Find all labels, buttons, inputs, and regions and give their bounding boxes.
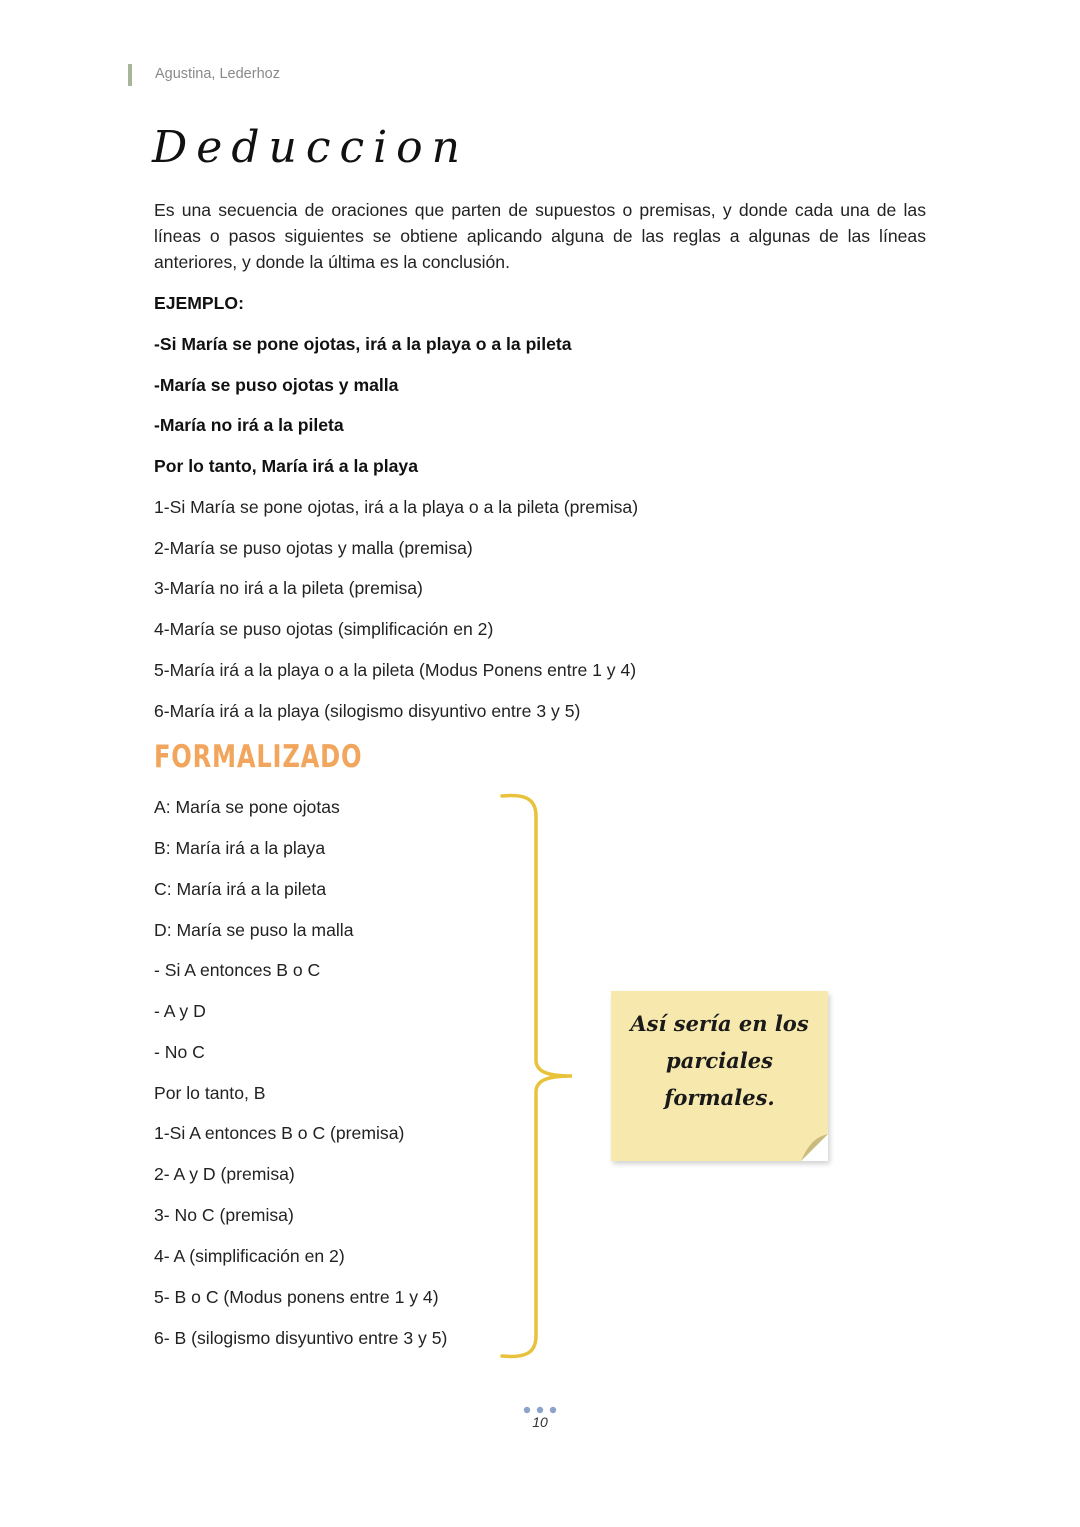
sticky-note bbox=[611, 991, 828, 1161]
example-premise-3: -María no irá a la pileta bbox=[154, 415, 344, 435]
formal-line-5: - Si A entonces B o C bbox=[154, 960, 321, 980]
example-step-5: 5-María irá a la playa o a la pileta (Modus Ponens entre 1 y 4) bbox=[154, 660, 637, 680]
formal-line-3: C: María irá a la pileta bbox=[154, 879, 327, 899]
formal-line-12: 4- A (simplificación en 2) bbox=[154, 1246, 345, 1266]
section-heading-formalizado: FORMALIZADO bbox=[154, 739, 363, 775]
example-step-4: 4-María se puso ojotas (simplificación en 2) bbox=[154, 619, 494, 639]
formal-line-7: - No C bbox=[154, 1042, 205, 1062]
formal-line-14: 6- B (silogismo disyuntivo entre 3 y 5) bbox=[154, 1328, 448, 1348]
formal-line-4: D: María se puso la malla bbox=[154, 920, 354, 940]
note-line-2: parciales bbox=[666, 1048, 773, 1073]
example-heading: EJEMPLO: bbox=[154, 293, 244, 313]
formal-line-9: 1-Si A entonces B o C (premisa) bbox=[154, 1123, 405, 1143]
page-title: Deduccion bbox=[152, 122, 470, 173]
page-number: 10 bbox=[532, 1414, 548, 1430]
intro-paragraph: Es una secuencia de oraciones que parten de supuestos o premisas, y donde cada una de las líneas o pasos siguientes se obtiene aplicando alguna de las reglas a algunas de las líneas anteriores, y donde la última es la conclusión. bbox=[154, 200, 926, 272]
formal-line-6: - A y D bbox=[154, 1001, 206, 1021]
note-line-1: Así sería en los bbox=[630, 1011, 809, 1036]
formal-line-11: 3- No C (premisa) bbox=[154, 1205, 294, 1225]
example-conclusion: Por lo tanto, María irá a la playa bbox=[154, 456, 418, 476]
header-accent-bar bbox=[128, 64, 132, 86]
formal-line-10: 2- A y D (premisa) bbox=[154, 1164, 295, 1184]
example-premise-1: -Si María se pone ojotas, irá a la playa o a la pileta bbox=[154, 334, 572, 354]
example-premise-2: -María se puso ojotas y malla bbox=[154, 375, 399, 395]
example-step-3: 3-María no irá a la pileta (premisa) bbox=[154, 578, 423, 598]
formal-line-1: A: María se pone ojotas bbox=[154, 797, 340, 817]
note-line-3: formales. bbox=[664, 1085, 775, 1110]
curly-brace-icon bbox=[496, 790, 586, 1362]
formal-line-2: B: María irá a la playa bbox=[154, 838, 326, 858]
example-step-6: 6-María irá a la playa (silogismo disyuntivo entre 3 y 5) bbox=[154, 701, 581, 721]
formal-line-13: 5- B o C (Modus ponens entre 1 y 4) bbox=[154, 1287, 439, 1307]
formal-line-8: Por lo tanto, B bbox=[154, 1083, 266, 1103]
example-step-2: 2-María se puso ojotas y malla (premisa) bbox=[154, 538, 473, 558]
example-step-1: 1-Si María se pone ojotas, irá a la playa o a la pileta (premisa) bbox=[154, 497, 639, 517]
header-author: Agustina, Lederhoz bbox=[155, 66, 280, 82]
